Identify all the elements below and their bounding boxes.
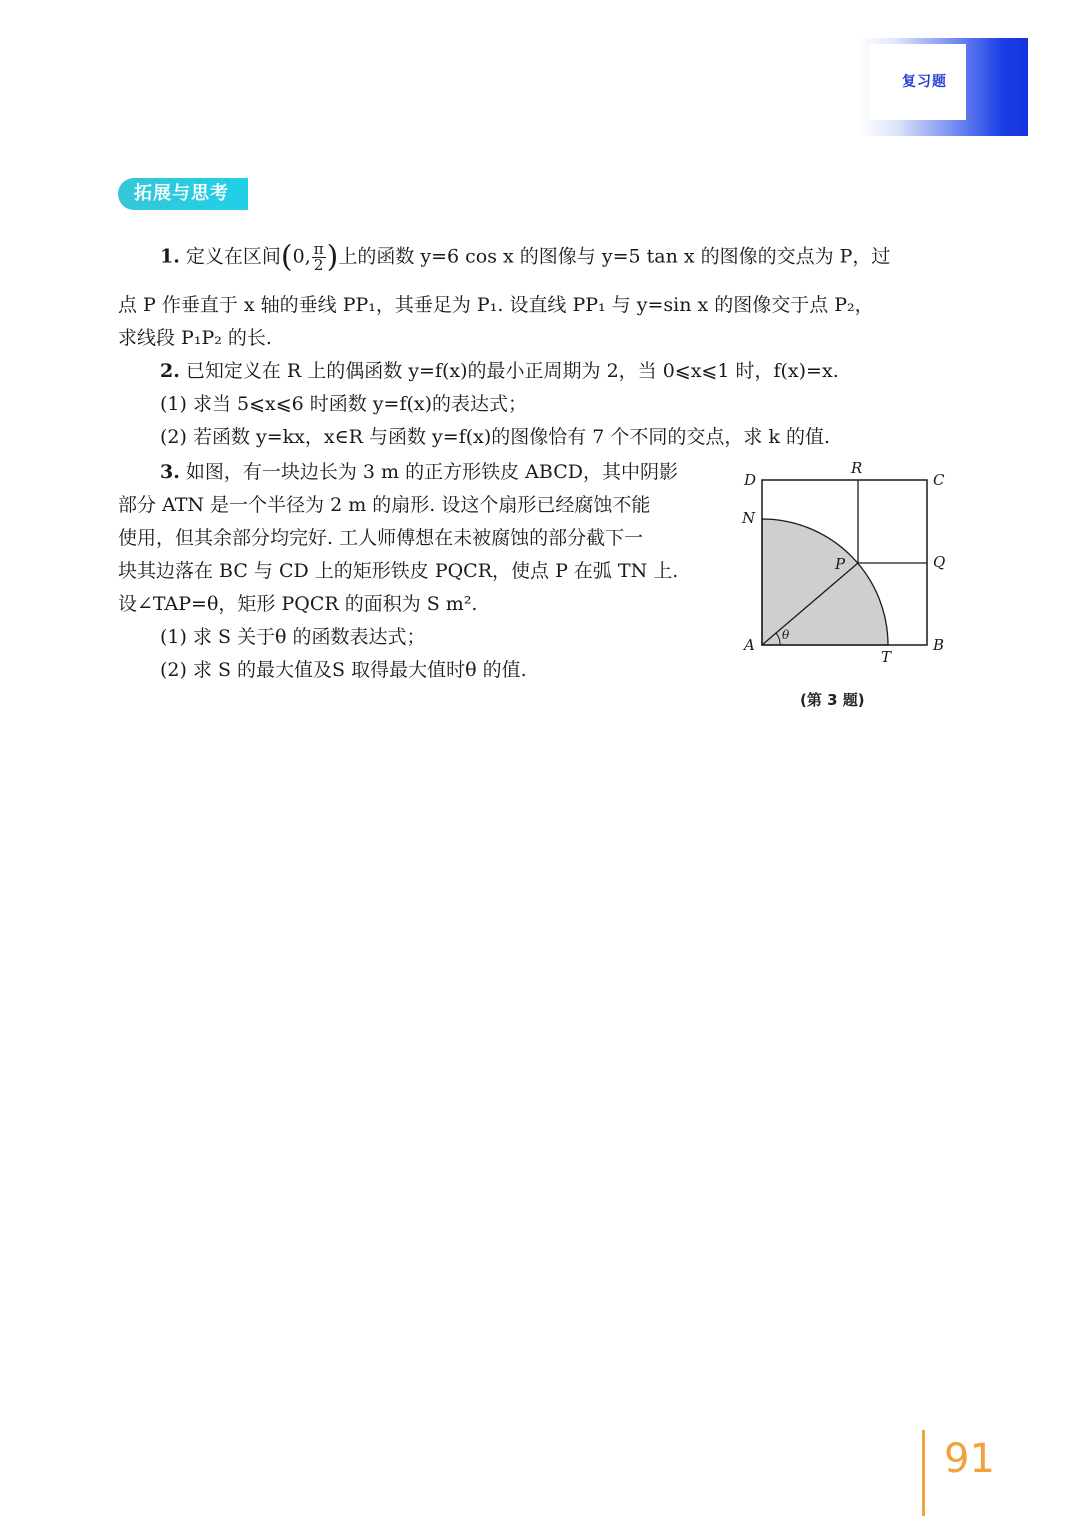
- label-d: D: [744, 471, 757, 489]
- problem-3-sub-1: (1) 求 S 关于θ 的函数表达式；: [160, 626, 426, 648]
- problem-2-number: 2.: [160, 360, 180, 382]
- label-a: A: [744, 636, 755, 654]
- page-number-rule: [922, 1430, 925, 1516]
- paren-close: ): [326, 239, 339, 275]
- problem-2-sub-2: (2) 若函数 y=kx，x∈R 与函数 y=f(x)的图像恰有 7 个不同的交点，求 k 的值.: [160, 426, 831, 448]
- chapter-title: 复习题: [902, 74, 947, 90]
- interval-left: 0,: [292, 245, 311, 268]
- problem-3-line-4: 块其边落在 BC 与 CD 上的矩形铁皮 PQCR，使点 P 在弧 TN 上.: [118, 560, 679, 582]
- problem-2-text: 已知定义在 R 上的偶函数 y=f(x)的最小正周期为 2，当 0⩽x⩽1 时，f(x)=x.: [185, 360, 839, 382]
- label-q: Q: [933, 553, 946, 571]
- problem-2-sub-1: (1) 求当 5⩽x⩽6 时函数 y=f(x)的表达式；: [160, 393, 528, 415]
- shaded-sector: [762, 519, 888, 645]
- paren-open: (: [280, 239, 293, 275]
- problem-3-line-3: 使用，但其余部分均完好. 工人师傅想在未被腐蚀的部分截下一: [118, 527, 644, 549]
- problem-3-line-5: 设∠TAP=θ，矩形 PQCR 的面积为 S m².: [118, 593, 478, 615]
- label-t: T: [881, 648, 892, 666]
- problem-1-line-1: [160, 239, 891, 275]
- figure-caption: (第 3 题): [800, 691, 865, 709]
- problem-3-sub-2: (2) 求 S 的最大值及S 取得最大值时θ 的值.: [160, 659, 527, 681]
- problem-3-line-2: 部分 ATN 是一个半径为 2 m 的扇形. 设这个扇形已经腐蚀不能: [118, 494, 651, 516]
- fraction-denominator: 2: [313, 256, 324, 274]
- problem-2-line-1: [160, 358, 839, 384]
- section-badge: 拓展与思考: [118, 178, 248, 210]
- page-number: 91: [944, 1436, 995, 1482]
- label-b: B: [933, 636, 945, 654]
- square-sector-figure: [732, 455, 962, 680]
- label-r: R: [851, 459, 863, 477]
- problem-3-line-1: [160, 459, 678, 485]
- problem-1-text-b: 上的函数 y=6 cos x 的图像与 y=5 tan x 的图像的交点为 P，过: [338, 245, 891, 268]
- label-c: C: [933, 471, 945, 489]
- problem-1-number: 1.: [160, 245, 180, 268]
- label-n: N: [742, 509, 756, 527]
- fraction-pi-over-2: [312, 242, 326, 273]
- label-p: P: [835, 555, 846, 573]
- problem-1-line-3: 求线段 P₁P₂ 的长.: [118, 327, 272, 349]
- problem-1-line-2: 点 P 作垂直于 x 轴的垂线 PP₁，其垂足为 P₁. 设直线 PP₁ 与 y=sin x 的图像交于点 P₂，: [118, 294, 874, 316]
- problem-3-text-1: 如图，有一块边长为 3 m 的正方形铁皮 ABCD，其中阴影: [185, 461, 678, 483]
- problem-3-number: 3.: [160, 461, 180, 483]
- fraction-numerator: π: [313, 240, 324, 258]
- problem-1-text-a: 定义在区间: [185, 245, 281, 268]
- label-theta: θ: [782, 628, 790, 642]
